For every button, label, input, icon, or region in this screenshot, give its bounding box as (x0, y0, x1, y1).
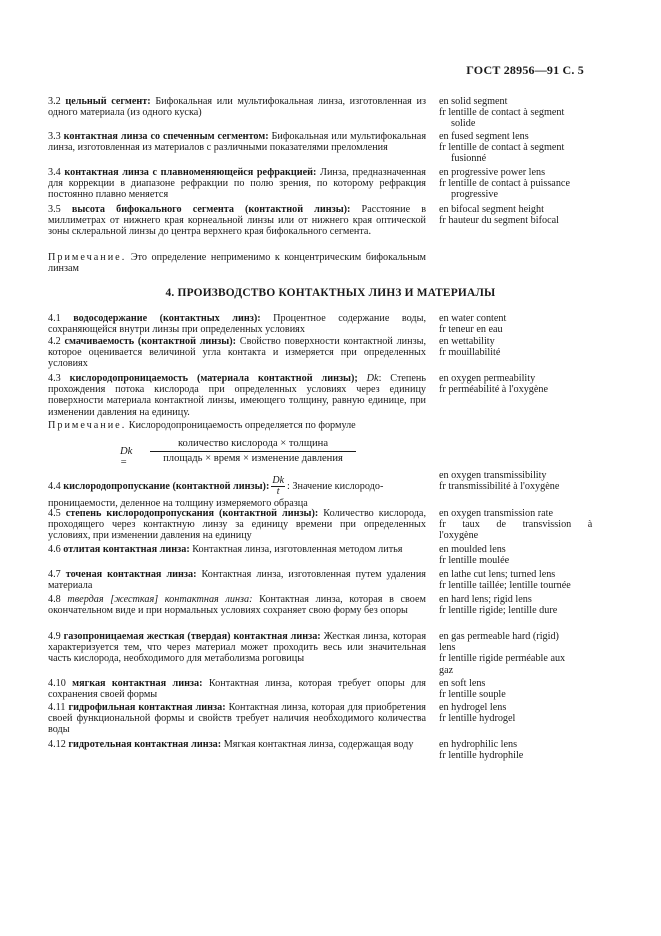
note-text (48, 252, 426, 274)
term-fr: fr lentille taillée; lentille tournée (439, 580, 571, 592)
definition: Расстояние в миллиметрах от нижнего края корнеальной линзы или от нижнего края оптической зоны склеральной линзы до центра верхнего края бифокального сегмента. (48, 204, 427, 238)
translations (439, 470, 585, 492)
definition: Контактная линза, изготовленная путем удаления материала (48, 569, 426, 592)
translations (439, 569, 585, 591)
entry-number: 4.1 (48, 313, 61, 324)
translations (439, 678, 585, 700)
term: гидротельная контактная линза: (68, 739, 222, 750)
term-fr: fr lentille de contact à segment (439, 142, 565, 154)
term-fr: fr lentille rigide; lentille dure (439, 605, 558, 617)
definition: Жесткая линза, которая характеризуется тем, что через материал может проходить весь или значительная часть кислорода, необходимого для метаболизма роговицы (48, 631, 426, 665)
definition: Линза, предназначенная для коррекции в диапазоне рефракции по полю зрения, по которому рефракция постоянно плавно меняется (48, 167, 426, 201)
page-header: ГОСТ 28956—91 С. 5 (466, 63, 584, 77)
entry-number: 4.4 (48, 480, 61, 492)
definition-text (48, 569, 426, 591)
term-fr-cont: gaz (439, 664, 454, 676)
term: твердая [жесткая] контактная линза: (67, 594, 253, 605)
term: отлитая контактная линза: (63, 544, 190, 555)
term-fr-cont: fusionné (451, 153, 487, 165)
term: высота бифокального сегмента (контактной линзы): (71, 204, 351, 215)
translations (439, 508, 593, 542)
definition-text (48, 739, 426, 750)
entry-number: 4.2 (48, 336, 61, 347)
definition: Бифокальная или мультифокальная линза, изготовленная из материалов с различными показателями преломления (48, 131, 427, 154)
entry-number: 4.10 (48, 678, 66, 689)
term: контактная линза с плавноменяющейся рефракцией: (64, 167, 317, 178)
term-fr: fr hauteur du segment bifocal (439, 215, 559, 227)
term: цельный сегмент: (65, 96, 151, 107)
note-body: Это определение неприменимо к концентрическим бифокальным линзам (48, 252, 426, 275)
term-en: en bifocal segment height (439, 204, 544, 215)
definition-text (48, 96, 426, 118)
term-en: en fused segment lens (439, 131, 529, 142)
symbol: Dk (357, 373, 379, 384)
definition-text (48, 336, 426, 370)
term: смачиваемость (контактной линзы): (64, 336, 237, 347)
formula-fraction (150, 438, 356, 464)
definition: Контактная линза, изготовленная методом литья (189, 544, 403, 555)
term-en: en oxygen transmissibility (439, 470, 547, 481)
term-fr: fr mouillabilité (439, 347, 501, 359)
definition: : Значение кислородо- (287, 480, 384, 492)
definition: Бифокальная или мультифокальная линза, изготовленная из одного материала (из одного куска) (48, 96, 426, 119)
translations (439, 96, 585, 130)
term-fr-cont: solide (451, 118, 476, 130)
note-label: Примечание. (48, 420, 127, 431)
term: точеная контактная линза: (65, 569, 197, 580)
definition: Мягкая контактная линза, содержащая воду (221, 739, 414, 750)
translations (439, 631, 585, 676)
entry-number: 4.12 (48, 739, 66, 750)
section-title: 4. ПРОИЗВОДСТВО КОНТАКТНЫХ ЛИНЗ И МАТЕРИАЛЫ (165, 287, 496, 299)
entry-number: 4.11 (48, 702, 66, 713)
term: контактная линза со спеченным сегментом: (63, 131, 269, 142)
term-en: en solid segment (439, 96, 508, 107)
term-en: en oxygen transmission rate (439, 508, 554, 519)
term-en: en water content (439, 313, 507, 324)
term-en: en hydrogel lens (439, 702, 507, 713)
translations (439, 131, 585, 165)
translations (439, 373, 585, 395)
definition-text (48, 702, 426, 736)
definition-text (48, 678, 426, 700)
term: мягкая контактная линза: (72, 678, 203, 689)
term-en: en lathe cut lens; turned lens (439, 569, 556, 580)
note-text (48, 420, 426, 431)
definition: : Степень прохождения потока кислорода при определенных условиях через единицу поверхности материала контактной линзы, имеющего толщину, равную единице, при изменении давления на единицу. (48, 373, 426, 418)
translations (439, 544, 585, 566)
definition-text (48, 594, 426, 616)
definition-text (48, 470, 426, 509)
entry-number: 3.4 (48, 167, 61, 178)
definition-text (48, 167, 426, 201)
entry-number: 4.5 (48, 508, 61, 519)
definition: Контактная линза, которая требует опоры для сохранения своей формы (48, 678, 426, 701)
entry-number: 4.8 (48, 594, 61, 605)
term-en: en hard lens; rigid lens (439, 594, 532, 605)
note-label: Примечание. (48, 252, 127, 263)
translations (439, 336, 585, 358)
definition-text (48, 373, 426, 418)
translations (439, 702, 585, 724)
term-fr: fr lentille rigide perméable aux (439, 653, 566, 665)
term-en-cont: lens (439, 642, 456, 654)
term: кислородопроницаемость (материала контактной линзы); (69, 373, 358, 384)
entry-number: 3.2 (48, 96, 61, 107)
definition: Контактная линза, которая для приобретения своей функциональной формы и свойств требует наличия необходимого количества воды (48, 702, 426, 736)
fraction-numerator: Dk (272, 475, 285, 486)
term-fr: fr lentille de contact à segment (439, 107, 565, 119)
formula-denominator: площадь × время × изменение давления (163, 453, 343, 464)
term-en: en progressive power lens (439, 167, 546, 178)
entry-number: 4.9 (48, 631, 61, 642)
formula-numerator: количество кислорода × толщина (150, 438, 356, 452)
term-en: en soft lens (439, 678, 486, 689)
definition-cont: проницаемости, деленное на толщину измеряемого образца (48, 498, 308, 509)
term-en: en wettability (439, 336, 495, 347)
term-fr-cont: progressive (451, 189, 498, 201)
term: гидрофильная контактная линза: (68, 702, 226, 713)
term-fr: fr transmissibilité à l'oxygène (439, 481, 560, 493)
term: водосодержание (контактных линз): (73, 313, 261, 324)
term-en: en moulded lens (439, 544, 506, 555)
term-fr-cont: l'oxygène (439, 530, 479, 542)
definition-text (48, 313, 426, 335)
entry-number: 4.6 (48, 544, 61, 555)
term-en: en gas permeable hard (rigid) (439, 631, 559, 642)
definition: Процентное содержание воды, сохраняющейся внутри линзы при определенных условиях (48, 313, 426, 336)
entry-number: 3.3 (48, 131, 61, 142)
term-en: en oxygen permeability (439, 373, 536, 384)
term-fr: fr lentille de contact à puissance (439, 178, 570, 190)
fraction-denominator: t (276, 486, 280, 497)
definition: Контактная линза, которая в своем окончательном виде и при нормальных условиях сохраняет свою форму без опоры (48, 594, 426, 617)
dk-over-t (271, 476, 285, 497)
entry-number: 3.5 (48, 204, 61, 215)
definition-text (48, 544, 426, 555)
translations (439, 739, 585, 761)
translations (439, 167, 585, 201)
translations (439, 594, 585, 616)
term-fr: fr teneur en eau (439, 324, 503, 336)
definition-text (48, 631, 426, 665)
definition-text (48, 508, 426, 542)
note-body: Кислородопроницаемость определяется по формуле (126, 420, 356, 431)
term: степень кислородопропускания (контактной линзы): (65, 508, 319, 519)
term-fr: fr lentille hydrogel (439, 713, 516, 725)
definition-text (48, 204, 426, 238)
entry-number: 4.3 (48, 373, 61, 384)
term-fr: fr perméabilité à l'oxygène (439, 384, 549, 396)
term-fr: fr lentille moulée (439, 555, 510, 567)
definition-text (48, 131, 426, 153)
definition: Количество кислорода, проходящего через контактную линзу за единицу времени при определенных условиях, при изменении давления на единицу (48, 508, 427, 542)
term-fr: fr taux de transvission à (439, 519, 593, 531)
term: кислородопропускание (контактной линзы): (63, 480, 270, 492)
formula-lhs: Dk = (120, 446, 133, 468)
term-fr: fr lentille souple (439, 689, 506, 701)
definition: Свойство поверхности контактной линзы, которое оценивается величиной угла контакта и измеряется при определенных условиях (48, 336, 426, 370)
translations (439, 204, 585, 226)
term-en: en hydrophilic lens (439, 739, 518, 750)
term: газопроницаемая жесткая (твердая) контактная линза: (63, 631, 321, 642)
translations (439, 313, 585, 335)
term-fr: fr lentille hydrophile (439, 750, 524, 762)
entry-number: 4.7 (48, 569, 61, 580)
